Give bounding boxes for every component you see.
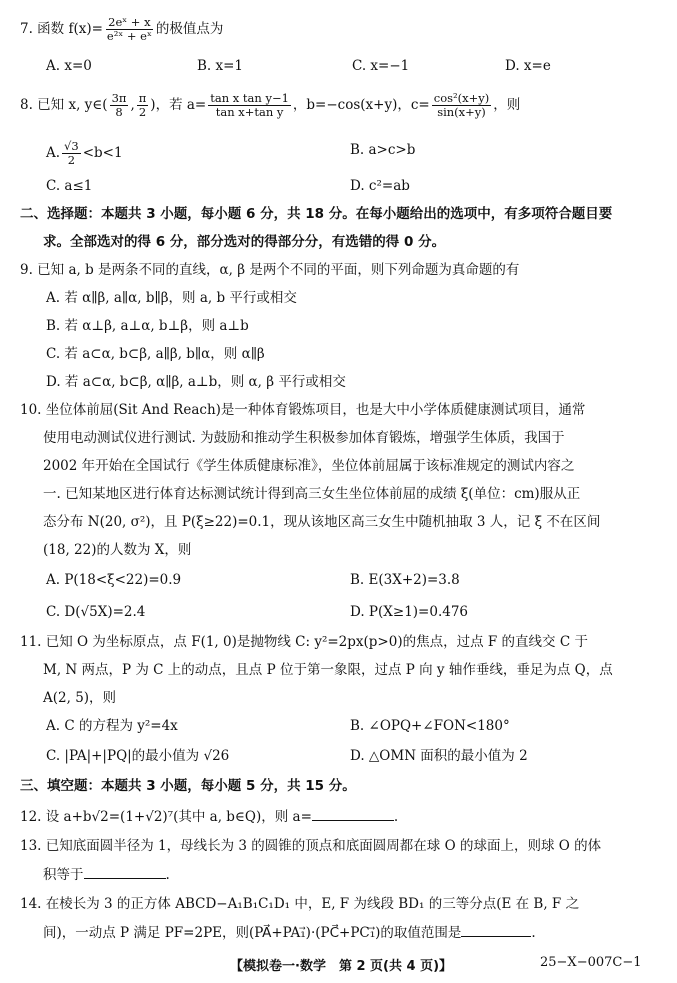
q11-option-d: D. △OMN 面积的最小值为 2 [350, 748, 528, 764]
q7-option-d: D. x=e [505, 58, 551, 74]
q11-line-1: 11. 已知 O 为坐标原点，点 F(1, 0)是抛物线 C: y²=2px(p>0)的焦点，过点 F 的直线交 C 于 [20, 634, 588, 650]
q8-optA-post: <b<1 [82, 145, 123, 161]
q7-stem [20, 16, 677, 43]
q11-line-2: M, N 两点，P 为 C 上的动点，且点 P 位于第一象限，过点 P 向 y 轴作垂线，垂足为点 Q，点 [43, 662, 613, 678]
q7-option-b: B. x=1 [197, 58, 244, 74]
q8-optA-num: √3 [64, 139, 79, 153]
q8-mid2: ，b=−cos(x+y)，c= [292, 97, 430, 113]
q14-line2-post: . [531, 925, 536, 941]
q8-interval-b [137, 92, 149, 119]
q9-option-c: C. 若 a⊂α, b⊂β, a∥β, b∥α，则 α∥β [46, 346, 265, 362]
q7-option-a: A. x=0 [46, 58, 92, 74]
q12-stem-post: . [393, 809, 399, 825]
q8-a-den: tan x+tan y [215, 105, 284, 119]
q8-option-a [46, 140, 123, 167]
q8-option-c: C. a≤1 [46, 178, 93, 194]
q7-frac-den: e²ˣ + eˣ [106, 29, 152, 43]
q13-line-2 [43, 864, 677, 885]
q11-option-b: B. ∠OPQ+∠FON<180° [350, 718, 510, 734]
q10-line-2: 使用电动测试仪进行测试. 为鼓励和推动学生积极参加体育锻炼，增强学生体质，我国于 [43, 430, 565, 446]
q8-option-d: D. c²=ab [350, 178, 410, 194]
q10-line-1: 10. 坐位体前屈(Sit And Reach)是一种体育锻炼项目，也是大中小学体质健康测试项目，通常 [20, 402, 586, 418]
q8-int-b-den: 2 [138, 105, 147, 119]
q8-mid1: ，若 a= [155, 97, 207, 113]
section2-heading-line1: 二、选择题：本题共 3 小题，每小题 6 分，共 18 分。在每小题给出的选项中，有多项符合题目要 [20, 206, 613, 222]
q14-answer-blank[interactable] [461, 922, 531, 937]
q12-answer-blank[interactable] [312, 806, 394, 821]
q8-a-fraction [208, 92, 291, 119]
q8-int-a-num: 3π [111, 91, 127, 105]
footer-page-info: 【模拟卷一·数学 第 2 页(共 4 页)】 [230, 959, 453, 974]
q8-int-b-num: π [138, 91, 147, 105]
q7-option-c: C. x=−1 [352, 58, 410, 74]
q13-line2-pre: 积等于 [43, 867, 84, 883]
section2-heading-line2: 求。全部选对的得 6 分，部分选对的得部分分，有选错的得 0 分。 [43, 234, 446, 250]
q8-interval-a [110, 92, 129, 119]
q14-line2-pre: 间)，一动点 P 满足 PF=2PE，则(PA⃗+PA₁⃗)·(PC⃗+PC₁⃗)的取值范围是 [43, 925, 462, 941]
q7-stem-pre: 7. 函数 f(x)= [20, 21, 103, 37]
q8-interval-open: ( [102, 97, 108, 113]
q10-option-b: B. E(3X+2)=3.8 [350, 572, 460, 588]
q10-line-6: (18, 22)的人数为 X，则 [43, 542, 192, 558]
q8-optA-pre: A. [46, 145, 61, 161]
q14-line-2 [43, 922, 677, 943]
q8-interval-close: ) [150, 97, 156, 113]
q8-option-b: B. a>c>b [350, 142, 416, 158]
q8-c-den: sin(x+y) [437, 105, 486, 119]
q13-line2-post: . [165, 867, 170, 883]
q10-option-c: C. D(√5X)=2.4 [46, 604, 146, 620]
q9-option-b: B. 若 α⊥β, a⊥α, b⊥β，则 a⊥b [46, 318, 249, 334]
q10-line-5: 态分布 N(20, σ²)，且 P(ξ≥22)=0.1，现从该地区高三女生中随机抽取 3 人，记 ξ 不在区间 [43, 514, 601, 530]
footer-code: 25−X−007C−1 [540, 955, 642, 970]
q8-c-num: cos²(x+y) [433, 91, 490, 105]
q8-int-a-den: 8 [115, 105, 123, 119]
q11-line-3: A(2, 5)，则 [43, 690, 117, 706]
q7-fraction [105, 16, 154, 43]
q9-option-d: D. 若 a⊂α, b⊂β, α∥β, a⊥b，则 α, β 平行或相交 [46, 374, 346, 390]
q10-option-a: A. P(18<ξ<22)=0.9 [46, 572, 182, 588]
q8-a-num: tan x tan y−1 [210, 91, 289, 105]
q14-line-1: 14. 在棱长为 3 的正方体 ABCD−A₁B₁C₁D₁ 中，E, F 为线段 BD₁ 的三等分点(E 在 B, F 之 [20, 896, 580, 912]
q12-stem-pre: 12. 设 a+b√2=(1+√2)⁷(其中 a, b∈Q)，则 a= [20, 809, 312, 825]
q8-interval-sep: , [130, 97, 135, 113]
q10-option-d: D. P(X≥1)=0.476 [350, 604, 469, 620]
q7-frac-num: 2eˣ + x [108, 15, 151, 29]
q9-option-a: A. 若 α∥β, a∥α, b∥β，则 a, b 平行或相交 [46, 290, 297, 306]
q11-option-c: C. |PA|+|PQ|的最小值为 √26 [46, 748, 230, 764]
q8-c-fraction [432, 92, 491, 119]
q7-stem-post: 的极值点为 [155, 21, 224, 37]
q8-optA-fraction [62, 140, 81, 167]
q10-line-3: 2002 年开始在全国试行《学生体质健康标准》，坐位体前屈属于该标准规定的测试内容之 [43, 458, 575, 474]
q12-stem [20, 806, 677, 827]
q8-stem [20, 92, 677, 119]
q13-line-1: 13. 已知底面圆半径为 1，母线长为 3 的圆锥的顶点和底面圆周都在球 O 的球面上，则球 O 的体 [20, 838, 602, 854]
section3-heading: 三、填空题：本题共 3 小题，每小题 5 分，共 15 分。 [20, 778, 356, 794]
q8-stem-pre: 8. 已知 x, y∈ [20, 97, 103, 113]
q10-line-4: 一. 已知某地区进行体育达标测试统计得到高三女生坐位体前屈的成绩 ξ(单位：cm)服从正 [43, 486, 581, 502]
q11-option-a: A. C 的方程为 y²=4x [46, 718, 178, 734]
q9-stem: 9. 已知 a, b 是两条不同的直线，α, β 是两个不同的平面，则下列命题为真命题的有 [20, 262, 520, 278]
q8-stem-post: ，则 [493, 97, 521, 113]
q8-optA-den: 2 [67, 153, 76, 167]
q13-answer-blank[interactable] [84, 864, 166, 879]
